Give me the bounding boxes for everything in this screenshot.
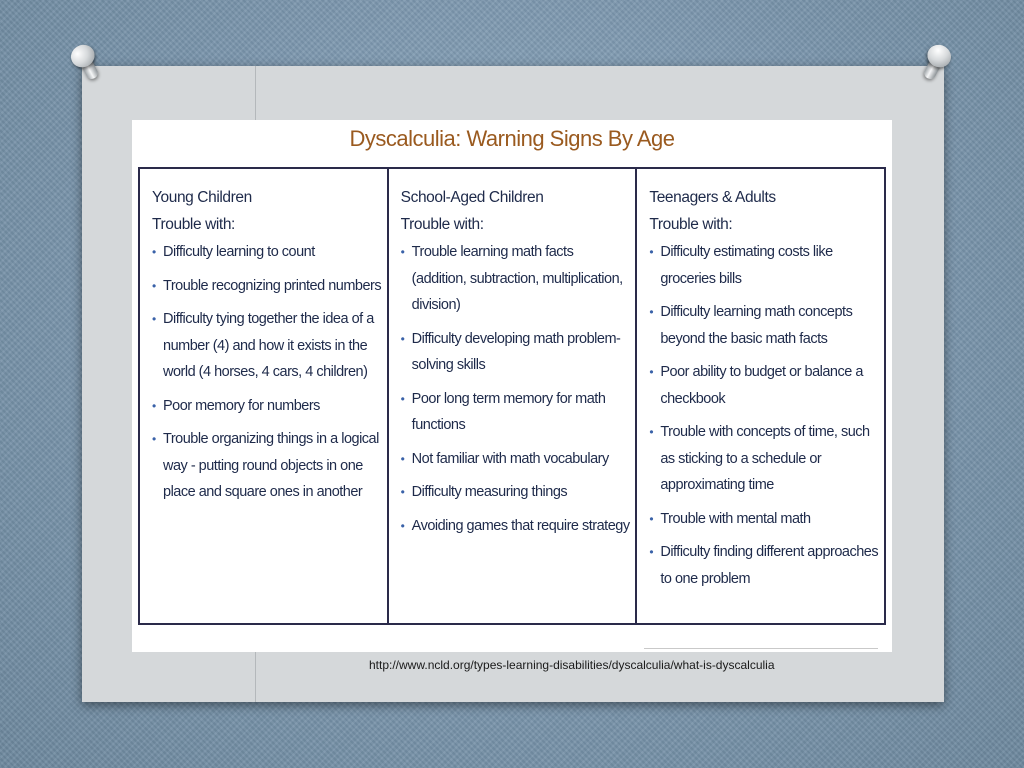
list-item: • Difficulty tying together the idea of a number (4) and how it exists in the world (4 horses, 4 cars, 4 children): [152, 306, 383, 386]
column-subheading: Trouble with:: [152, 216, 235, 233]
list-item: • Difficulty developing math problem-solving skills: [401, 326, 632, 379]
bullet-icon: •: [400, 518, 405, 533]
bullet-icon: •: [152, 278, 156, 293]
list-item: • Poor ability to budget or balance a checkbook: [649, 359, 880, 412]
bullet-icon: •: [649, 365, 654, 379]
list-item: • Trouble organizing things in a logical way - putting round objects in one place and square ones in another: [152, 426, 383, 506]
bullet-icon: •: [649, 425, 654, 439]
list-item: • Difficulty measuring things: [401, 479, 632, 506]
bullet-icon: •: [152, 398, 156, 413]
list-item: • Difficulty finding different approaches to one problem: [649, 539, 880, 592]
list-item: • Trouble learning math facts (addition, subtraction, multiplication, division): [401, 239, 632, 319]
chart-image: [132, 120, 892, 652]
bullet-icon: •: [152, 245, 156, 259]
list-item: • Difficulty learning to count: [152, 239, 383, 266]
bullet-icon: •: [400, 245, 405, 259]
column-subheading: Trouble with:: [400, 216, 484, 233]
list-item: • Difficulty learning math concepts beyond the basic math facts: [649, 299, 880, 352]
bullet-icon: •: [152, 312, 156, 326]
bullet-icon: •: [649, 511, 654, 526]
image-title: Dyscalculia: Warning Signs By Age: [349, 126, 675, 151]
list-item: • Trouble with mental math: [649, 506, 880, 533]
bullet-icon: •: [400, 331, 405, 346]
list-item: • Poor long term memory for math functions: [401, 386, 632, 439]
column-subheading: Trouble with:: [649, 216, 733, 233]
sign-list: [649, 239, 880, 592]
sign-list: [152, 239, 383, 506]
bullet-icon: •: [400, 485, 405, 499]
bullet-icon: •: [649, 545, 654, 559]
list-item: • Poor memory for numbers: [152, 393, 383, 420]
bullet-icon: •: [649, 245, 654, 259]
bullet-icon: •: [400, 451, 405, 466]
list-item: • Difficulty estimating costs like groceries bills: [649, 239, 880, 292]
bullet-icon: •: [152, 432, 156, 446]
bullet-icon: •: [400, 391, 405, 406]
column-teenagers-adults: [637, 169, 884, 623]
bullet-icon: •: [649, 305, 654, 319]
column-heading: Teenagers & Adults: [649, 189, 776, 206]
divider: [644, 648, 878, 649]
list-item: • Not familiar with math vocabulary: [401, 446, 632, 473]
sign-list: [401, 239, 632, 539]
list-item: • Trouble with concepts of time, such as sticking to a schedule or approximating time: [649, 419, 880, 499]
warning-signs-table: [138, 167, 886, 625]
list-item: • Trouble recognizing printed numbers: [152, 273, 383, 300]
list-item: • Avoiding games that require strategy: [401, 513, 632, 540]
column-school-aged-children: [389, 169, 638, 623]
column-heading: School-Aged Children: [400, 189, 544, 206]
column-young-children: [140, 169, 389, 623]
column-heading: Young Children: [152, 189, 252, 206]
source-url: http://www.ncld.org/types-learning-disabilities/dyscalculia/what-is-dyscalculia: [369, 658, 775, 672]
